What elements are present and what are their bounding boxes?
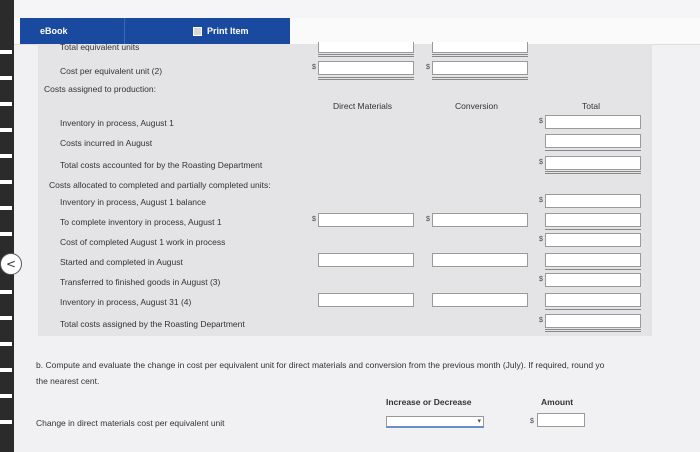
transferred-label: Transferred to finished goods in August (3)	[60, 277, 221, 287]
started-completed-total-input[interactable]	[545, 253, 641, 267]
inventory-aug1-total-input[interactable]	[545, 115, 641, 129]
to-complete-total-input[interactable]	[545, 213, 641, 227]
underline	[545, 229, 641, 230]
cost-per-eu-dm-input[interactable]	[318, 61, 414, 75]
double-underline	[432, 54, 528, 57]
strip-marker	[0, 316, 12, 320]
allocated-heading: Costs allocated to completed and partially completed units:	[49, 180, 271, 190]
inventory-aug31-total-input[interactable]	[545, 293, 641, 307]
double-underline	[432, 77, 528, 80]
double-underline	[318, 77, 414, 80]
col-amount: Amount	[541, 397, 574, 407]
to-complete-dm-input[interactable]	[318, 213, 414, 227]
print-item-label: Print Item	[207, 26, 249, 36]
change-dm-label: Change in direct materials cost per equivalent unit	[36, 418, 225, 428]
dollar-sign: $	[539, 118, 543, 125]
strip-marker	[0, 368, 12, 372]
inventory-aug1-label: Inventory in process, August 1	[60, 118, 174, 128]
to-complete-conv-input[interactable]	[432, 213, 528, 227]
chevron-down-icon: ▾	[477, 418, 481, 425]
prev-page-button[interactable]	[0, 253, 22, 275]
dollar-sign: $	[539, 197, 543, 204]
total-assigned-label: Total costs assigned by the Roasting Department	[60, 319, 245, 329]
underline	[545, 309, 641, 310]
header-top	[14, 0, 700, 18]
to-complete-label: To complete inventory in process, August 1	[60, 217, 222, 227]
print-item-tab[interactable]	[124, 18, 290, 44]
ebook-tab[interactable]	[20, 18, 124, 44]
chevron-left-icon: <	[5, 257, 17, 271]
dollar-sign: $	[539, 317, 543, 324]
cost-completed-label: Cost of completed August 1 work in process	[60, 237, 226, 247]
strip-marker	[0, 154, 12, 158]
total-eu-dm-input[interactable]	[318, 42, 414, 53]
underline	[545, 150, 641, 151]
total-eu-conv-input[interactable]	[432, 42, 528, 53]
total-assigned-input[interactable]	[545, 314, 641, 328]
dollar-sign: $	[530, 418, 534, 425]
strip-marker	[0, 290, 12, 294]
dollar-sign: $	[539, 236, 543, 243]
transferred-total-input[interactable]	[545, 273, 641, 287]
strip-marker	[0, 342, 12, 346]
part-b-instruction: b. Compute and evaluate the change in cost per equivalent unit for direct materials and conversion from the previous month (July). If required, round yo	[36, 360, 605, 370]
inventory-aug31-conv-input[interactable]	[432, 293, 528, 307]
col-total: Total	[582, 101, 600, 111]
strip-marker	[0, 232, 12, 236]
strip-marker	[0, 102, 12, 106]
strip-marker	[0, 128, 12, 132]
costs-incurred-total-input[interactable]	[545, 134, 641, 148]
dollar-sign: $	[426, 216, 430, 223]
total-equivalent-units-label: Total equivalent units	[60, 42, 140, 52]
col-increase-decrease: Increase or Decrease	[386, 397, 472, 407]
print-icon	[193, 27, 202, 36]
strip-marker	[0, 50, 12, 54]
inventory-aug31-dm-input[interactable]	[318, 293, 414, 307]
inventory-aug31-label: Inventory in process, August 31 (4)	[60, 297, 192, 307]
started-completed-dm-input[interactable]	[318, 253, 414, 267]
double-underline	[545, 329, 641, 332]
inventory-balance-total-input[interactable]	[545, 194, 641, 208]
underline	[545, 269, 641, 270]
col-conversion: Conversion	[455, 101, 498, 111]
costs-assigned-label: Costs assigned to production:	[44, 84, 156, 94]
cost-completed-total-input[interactable]	[545, 233, 641, 247]
dollar-sign: $	[312, 64, 316, 71]
dollar-sign: $	[426, 64, 430, 71]
costs-incurred-label: Costs incurred in August	[60, 138, 153, 148]
strip-marker	[0, 206, 12, 210]
strip-marker	[0, 420, 12, 424]
dollar-sign: $	[312, 216, 316, 223]
double-underline	[318, 54, 414, 57]
ebook-label: eBook	[40, 26, 68, 36]
increase-decrease-select[interactable]	[386, 416, 484, 428]
dollar-sign: $	[539, 276, 543, 283]
part-b-instruction-cont: the nearest cent.	[36, 376, 100, 386]
col-direct-materials: Direct Materials	[333, 101, 393, 111]
inventory-balance-label: Inventory in process, August 1 balance	[60, 197, 207, 207]
started-completed-conv-input[interactable]	[432, 253, 528, 267]
strip-marker	[0, 180, 12, 184]
cost-per-eu-label: Cost per equivalent unit (2)	[60, 66, 163, 76]
cost-per-eu-conv-input[interactable]	[432, 61, 528, 75]
double-underline	[545, 171, 641, 174]
total-accounted-input[interactable]	[545, 156, 641, 170]
started-completed-label: Started and completed in August	[60, 257, 183, 267]
change-dm-amount-input[interactable]	[537, 413, 585, 427]
total-accounted-label: Total costs accounted for by the Roasting Department	[60, 160, 263, 170]
strip-marker	[0, 394, 12, 398]
strip-marker	[0, 76, 12, 80]
dollar-sign: $	[539, 159, 543, 166]
left-strip	[0, 0, 17, 452]
